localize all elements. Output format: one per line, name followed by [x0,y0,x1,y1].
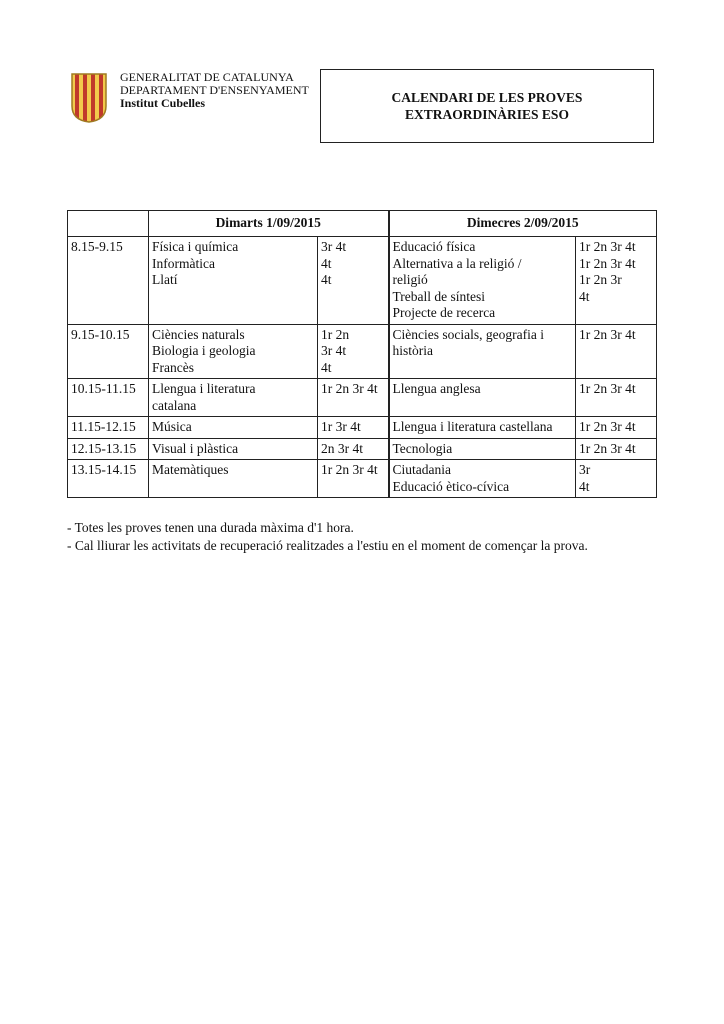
day1-subjects [149,324,318,379]
day1-subjects-line: Matemàtiques [152,462,229,477]
document-title-box [320,69,654,143]
day2-subjects-line: Llengua i literatura castellana [392,419,553,434]
day1-subjects-line: catalana [152,397,197,413]
day1-courses-line: 4t [321,272,332,287]
day2-subjects [389,324,576,379]
day2-subjects-line: Ciutadania [392,462,451,477]
day2-subjects-line: Llengua anglesa [392,381,481,396]
time-slot: 8.15-9.15 [68,237,149,325]
day1-courses-line: 1r 3r 4t [321,419,361,434]
day2-courses-line: 1r 2n 3r 4t [579,255,636,271]
day1-courses [318,324,389,379]
title-line-2: EXTRAORDINÀRIES ESO [405,107,569,122]
table-row [68,237,657,325]
day1-subjects-line: Física i química [152,239,239,254]
exam-schedule-table [67,210,657,498]
day1-courses-line: 3r 4t [321,343,347,358]
day2-courses-line: 1r 2n 3r 4t [579,239,636,254]
day1-subjects-line: Visual i plàstica [152,440,239,456]
table-header-row [68,211,657,237]
day1-subjects [149,237,318,325]
day1-courses-line: 1r 2n 3r 4t [321,381,378,396]
day2-subjects-line: història [392,343,433,358]
day2-courses-line: 1r 2n 3r 4t [579,381,636,396]
day2-subjects-line: Projecte de recerca [392,305,496,320]
day1-courses-line: 1r 2n [321,326,350,342]
day2-courses-line: 4t [579,288,590,304]
day1-courses-line: 4t [321,255,332,271]
table-row [68,460,657,498]
day2-subjects [389,417,576,439]
table-row [68,379,657,417]
day2-courses-line: 1r 2n 3r 4t [579,440,636,456]
day1-courses-line: 4t [321,359,332,375]
note-duration: - Totes les proves tenen una durada màxima d'1 hora. [67,520,354,535]
day1-subjects [149,438,318,460]
day2-subjects-line: Tecnologia [392,440,453,456]
day1-header: Dimarts 1/09/2015 [149,211,389,237]
day2-courses-line: 1r 2n 3r 4t [579,419,636,434]
time-slot: 10.15-11.15 [68,379,149,417]
table-row [68,417,657,439]
day2-subjects [389,438,576,460]
day1-subjects-line: Llengua i literatura [152,381,256,396]
day1-subjects-line: Francès [152,359,194,375]
day2-subjects-line: Treball de síntesi [392,288,485,304]
day2-courses-line: 4t [579,478,590,494]
day1-courses [318,460,389,498]
day1-subjects-line: Ciències naturals [152,326,245,342]
day2-subjects-line: Ciències socials, geografia i [392,326,544,342]
org-line-department: DEPARTAMENT D'ENSENYAMENT [120,83,309,97]
notes-block [67,519,588,555]
day2-subjects [389,237,576,325]
day2-courses [576,237,657,325]
day1-subjects-line: Música [152,419,192,434]
institute-name: Institut Cubelles [120,96,206,110]
day1-courses [318,417,389,439]
day2-courses [576,417,657,439]
day2-subjects-line: Alternativa a la religió / [392,255,522,271]
day2-subjects [389,460,576,498]
day2-courses [576,460,657,498]
table-body [68,237,657,498]
day1-courses [318,379,389,417]
time-slot: 13.15-14.15 [68,460,149,498]
day2-subjects-line: Educació física [392,239,476,254]
day1-subjects [149,417,318,439]
day1-subjects [149,379,318,417]
table-row [68,438,657,460]
day2-subjects-line: religió [392,272,428,287]
day1-courses-line: 1r 2n 3r 4t [321,462,378,477]
note-activities: - Cal lliurar les activitats de recuperació realitzades a l'estiu en el moment de començar la prova. [67,538,588,553]
day1-subjects [149,460,318,498]
day2-courses-line: 1r 2n 3r 4t [579,326,636,342]
day1-subjects-line: Informàtica [152,255,215,271]
day1-courses-line: 3r 4t [321,239,347,254]
day2-subjects-line: Educació ètico-cívica [392,478,510,494]
time-slot: 9.15-10.15 [68,324,149,379]
org-line-generalitat: GENERALITAT DE CATALUNYA [120,70,294,84]
day2-courses [576,379,657,417]
catalan-senyera-shield-icon [70,72,108,124]
day2-courses-line: 1r 2n 3r [579,272,622,287]
day1-subjects-line: Llatí [152,272,178,287]
day2-courses-line: 3r [579,462,591,477]
day1-courses-line: 2n 3r 4t [321,440,363,456]
title-line-1: CALENDARI DE LES PROVES [391,90,583,105]
time-slot: 12.15-13.15 [68,438,149,460]
day1-courses [318,237,389,325]
time-slot: 11.15-12.15 [68,417,149,439]
organization-block [120,71,309,110]
day2-header: Dimecres 2/09/2015 [389,211,657,237]
day2-courses [576,438,657,460]
day2-courses [576,324,657,379]
time-column-header [68,211,149,237]
table-row [68,324,657,379]
day2-subjects [389,379,576,417]
day1-courses [318,438,389,460]
day1-subjects-line: Biologia i geologia [152,343,256,358]
